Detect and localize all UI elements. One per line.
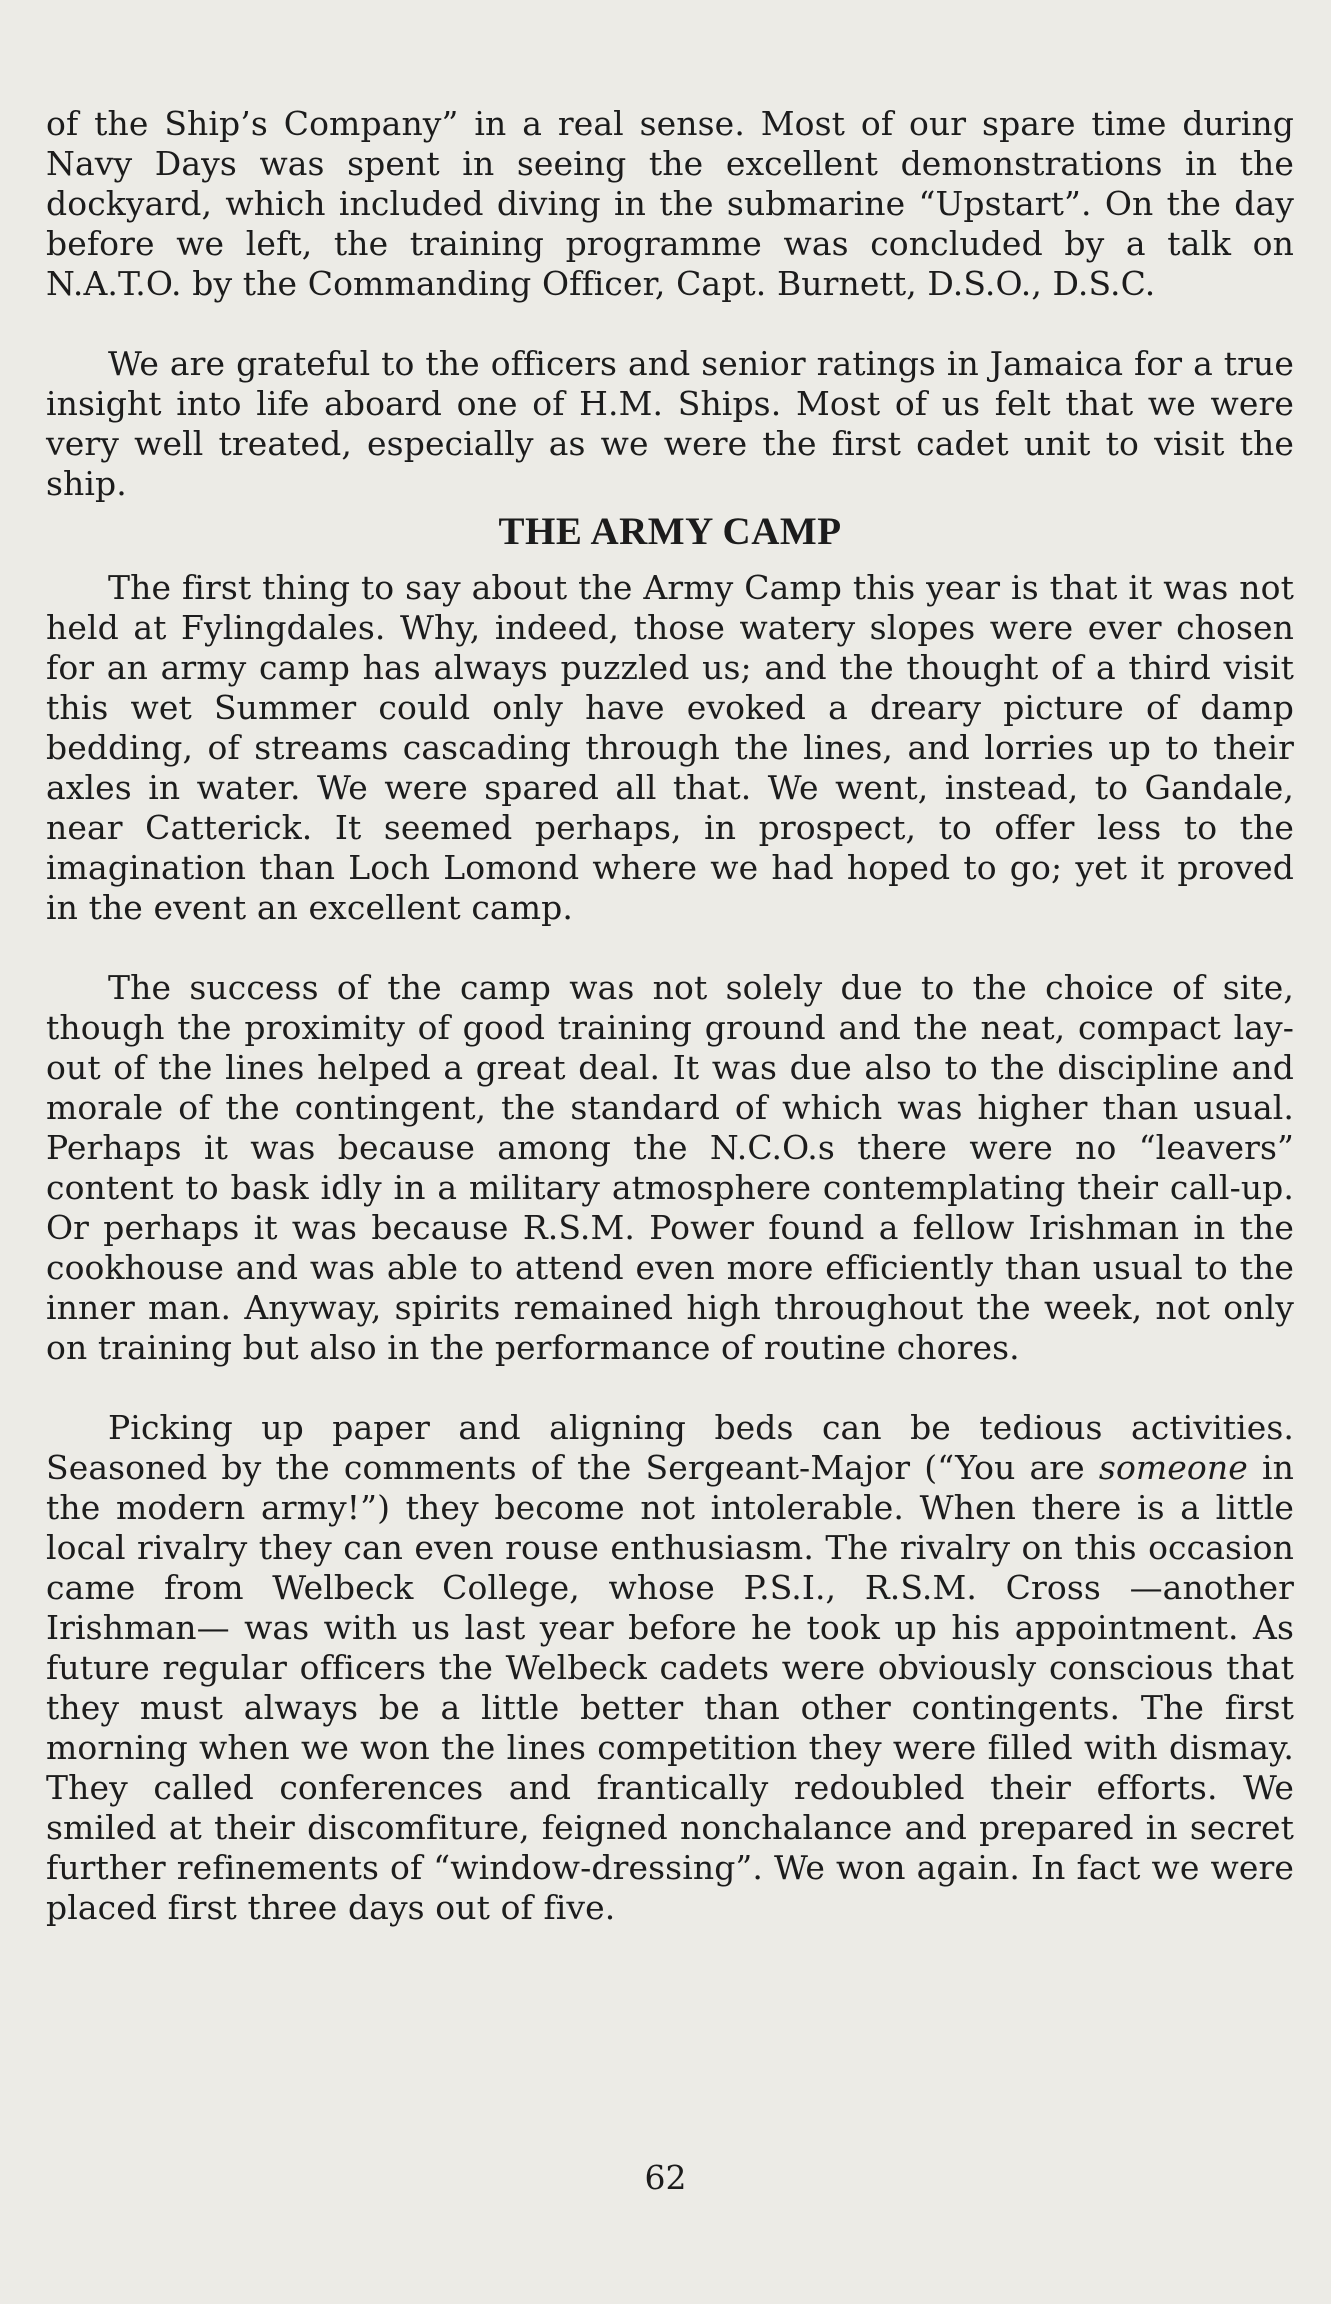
paragraph-3-text-start: Picking up paper and aligning beds can be tedious activities. Seasoned by the comments of the Sergeant-Major (“You are	[46, 1408, 1294, 1487]
continuation-paragraph: of the Ship’s Company” in a real sense. Most of our spare time during Navy Days was spent in seeing the excellent demonstrations in the dockyard, which included diving in the submarine “Upstart”. On the day before we left, the training programme was concluded by a talk on N.A.T.O. by the Commanding Officer, Capt. Burnett, D.S.O., D.S.C.	[46, 104, 1294, 303]
paragraph-3-text-end: in the modern army!”) they become not intolerable. When there is a little local rivalry they can even rouse enthusiasm. The rivalry on this occasion came from Welbeck College, whose P.S.I., R.S.M. Cross —another Irishman— was with us last year before he took up his appointment. As future regular officers the Welbeck cadets were obviously conscious that they must always be a little better than other contingents. The first morning when we won the lines competition they were filled with dismay. They called conferences and frantically redoubled their efforts. We smiled at their discomfiture, feigned nonchalance and prepared in secret further refinements of “window-dressing”. We won again. In fact we were placed first three days out of five.	[46, 1448, 1294, 1927]
section-heading: THE ARMY CAMP	[498, 510, 842, 553]
paragraph-gap	[46, 1368, 1294, 1408]
navy-closing-paragraph: We are grateful to the officers and senior ratings in Jamaica for a true insight into life aboard one of H.M. Ships. Most of us felt that we were very well treated, especially as we were the first cadet unit to visit the ship.	[46, 344, 1294, 503]
text-column	[46, 104, 1294, 1928]
paragraph-gap	[46, 304, 1294, 344]
emphasized-word: someone	[1098, 1448, 1248, 1487]
army-camp-paragraph-2: The success of the camp was not solely due to the choice of site, though the proximity of good training ground and the neat, compact lay-out of the lines helped a great deal. It was due also to the discipline and morale of the contingent, the standard of which was higher than usual. Perhaps it was because among the N.C.O.s there were no “leavers” content to bask idly in a military atmosphere contemplating their call-up. Or perhaps it was because R.S.M. Power found a fellow Irishman in the cookhouse and was able to attend even more efficiently than usual to the inner man. Anyway, spirits remained high throughout the week, not only on training but also in the performance of routine chores.	[46, 968, 1294, 1367]
page-number: 62	[644, 2158, 687, 2197]
paragraph-gap	[46, 928, 1294, 968]
army-camp-paragraph-1: The first thing to say about the Army Camp this year is that it was not held at Fylingdales. Why, indeed, those watery slopes were ever chosen for an army camp has always puzzled us; and the thought of a third visit this wet Summer could only have evoked a dreary picture of damp bedding, of streams cascading through the lines, and lorries up to their axles in water. We were spared all that. We went, instead, to Gandale, near Catterick. It seemed perhaps, in prospect, to offer less to the imagination than Loch Lomond where we had hoped to go; yet it proved in the event an excellent camp.	[46, 568, 1294, 927]
army-camp-paragraph-3	[46, 1408, 1294, 1928]
